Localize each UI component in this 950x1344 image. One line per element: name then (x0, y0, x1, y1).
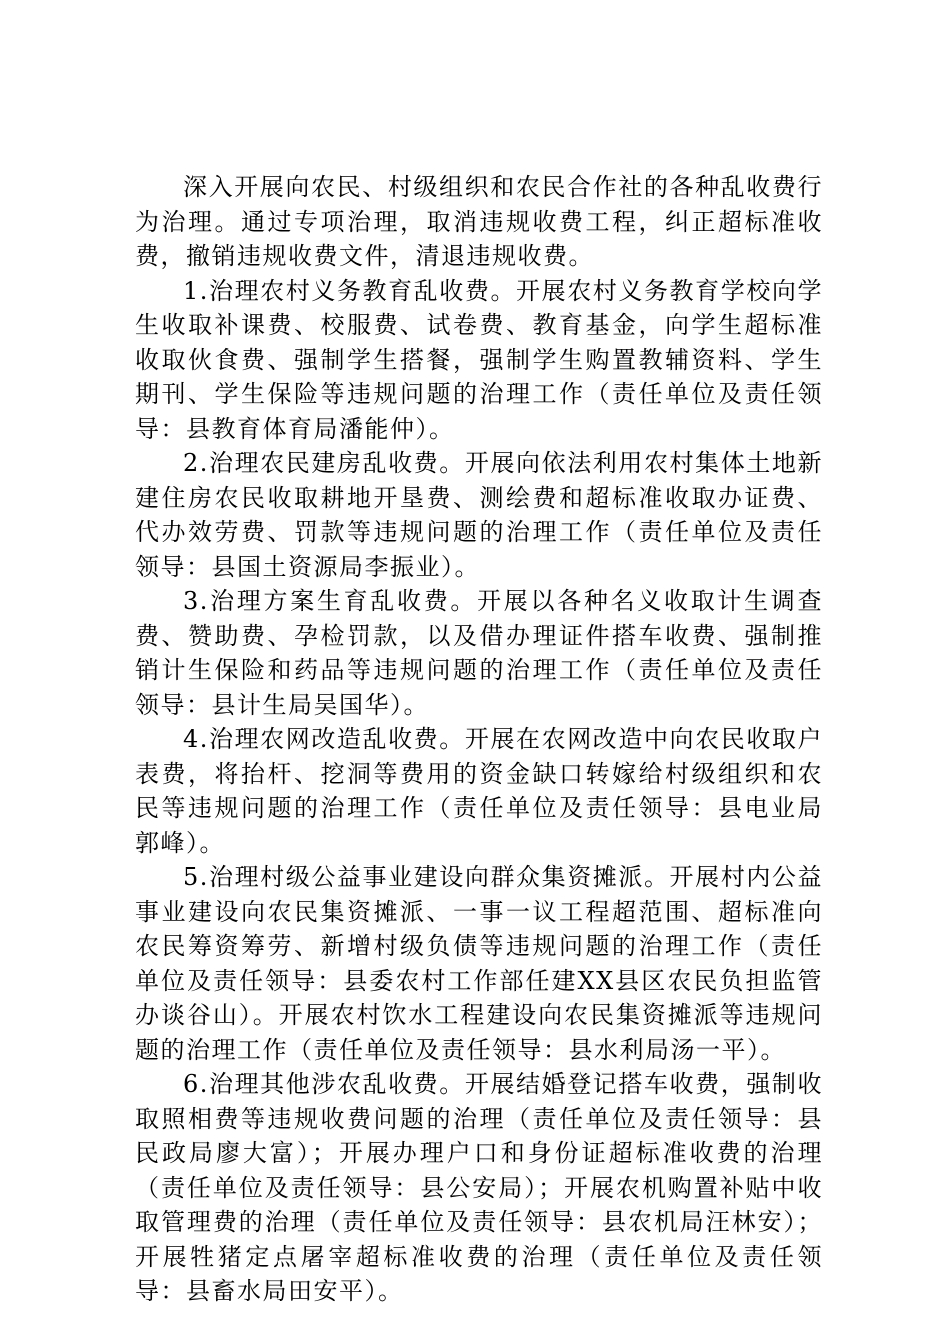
item-2-housing-fees: 2.治理农民建房乱收费。开展向依法利用农村集体土地新建住房农民收取耕地开垦费、测绘费和超标准收取办证费、代办效劳费、罚款等违规问题的治理工作（责任单位及责任领导：县国土资源局李振业）。 (135, 449, 823, 581)
item-3-family-planning-fees: 3.治理方案生育乱收费。开展以各种名义收取计生调查费、赞助费、孕检罚款，以及借办理证件搭车收费、强制推销计生保险和药品等违规问题的治理工作（责任单位及责任领导：县计生局吴国华）。 (135, 587, 823, 719)
item-6-other-fees: 6.治理其他涉农乱收费。开展结婚登记搭车收费，强制收取照相费等违规收费问题的治理（责任单位及责任领导：县民政局廖大富）；开展办理户口和身份证超标准收费的治理（责任单位及责任领导：县公安局）；开展农机购置补贴中收取管理费的治理（责任单位及责任领导：县农机局汪林安）；开展牲猪定点屠宰超标准收费的治理（责任单位及责任领导：县畜水局田安平）。 (135, 1070, 823, 1305)
item-4-grid-upgrade-fees: 4.治理农网改造乱收费。开展在农网改造中向农民收取户表费，将抬杆、挖洞等费用的资金缺口转嫁给村级组织和农民等违规问题的治理工作（责任单位及责任领导：县电业局郭峰）。 (135, 725, 823, 857)
item-5-public-welfare-levies: 5.治理村级公益事业建设向群众集资摊派。开展村内公益事业建设向农民集资摊派、一事一议工程超范围、超标准向农民筹资筹劳、新增村级负债等违规问题的治理工作（责任单位及责任领导：县委农村工作部任建XX县区农民负担监管办谈谷山）。开展农村饮水工程建设向农民集资摊派等违规问题的治理工作（责任单位及责任领导：县水利局汤一平）。 (135, 863, 823, 1064)
item-1-education-fees: 1.治理农村义务教育乱收费。开展农村义务教育学校向学生收取补课费、校服费、试卷费、教育基金，向学生超标准收取伙食费、强制学生搭餐，强制学生购置教辅资料、学生期刊、学生保险等违规问题的治理工作（责任单位及责任领导：县教育体育局潘能仲）。 (135, 276, 823, 443)
intro-paragraph: 深入开展向农民、村级组织和农民合作社的各种乱收费行为治理。通过专项治理，取消违规收费工程，纠正超标准收费，撤销违规收费文件，清退违规收费。 (135, 173, 823, 270)
document-body (135, 170, 823, 1309)
